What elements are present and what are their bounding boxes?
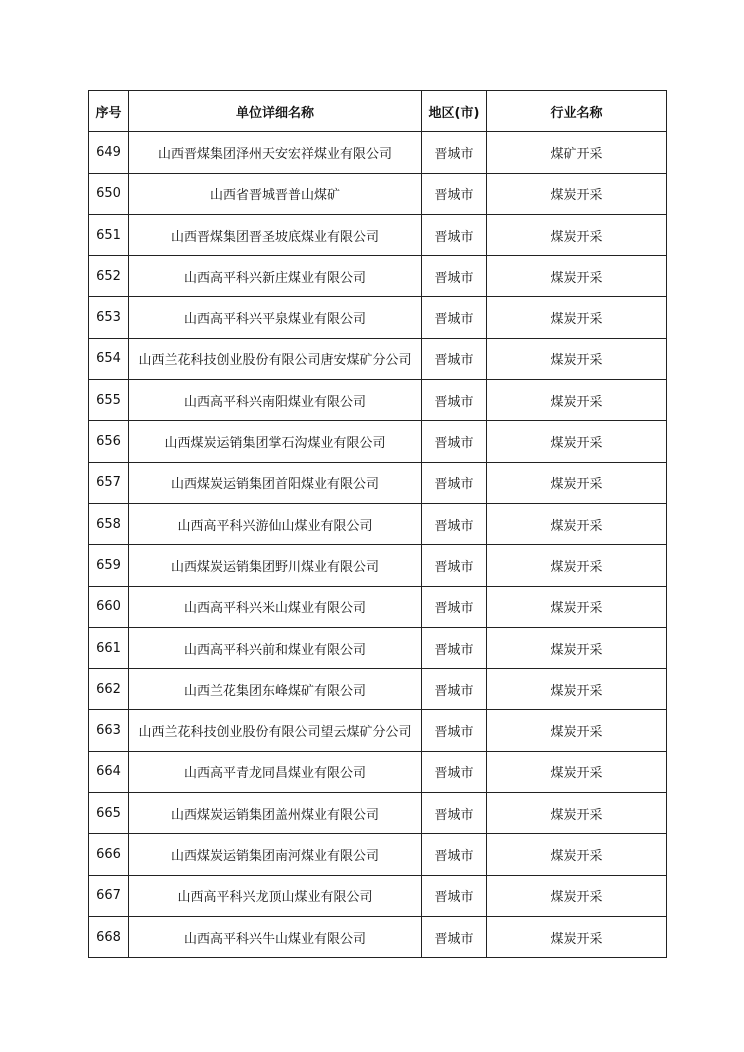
cell-index: 656 — [89, 421, 129, 462]
cell-industry: 煤炭开采 — [487, 916, 667, 957]
table-row — [89, 421, 667, 462]
table-row — [89, 503, 667, 544]
table-row — [89, 380, 667, 421]
cell-industry: 煤炭开采 — [487, 545, 667, 586]
cell-index: 667 — [89, 875, 129, 916]
cell-industry: 煤矿开采 — [487, 132, 667, 173]
cell-index: 657 — [89, 462, 129, 503]
table-row — [89, 173, 667, 214]
table-row — [89, 462, 667, 503]
cell-company-name: 山西煤炭运销集团南河煤业有限公司 — [129, 834, 422, 875]
cell-company-name: 山西高平科兴南阳煤业有限公司 — [129, 380, 422, 421]
cell-region: 晋城市 — [422, 503, 487, 544]
cell-company-name: 山西煤炭运销集团盖州煤业有限公司 — [129, 793, 422, 834]
cell-index: 650 — [89, 173, 129, 214]
table-row — [89, 297, 667, 338]
table-row — [89, 214, 667, 255]
table-row — [89, 875, 667, 916]
cell-company-name: 山西高平科兴龙顶山煤业有限公司 — [129, 875, 422, 916]
table-row — [89, 256, 667, 297]
cell-industry: 煤炭开采 — [487, 297, 667, 338]
cell-industry: 煤炭开采 — [487, 214, 667, 255]
cell-index: 658 — [89, 503, 129, 544]
cell-index: 654 — [89, 338, 129, 379]
cell-region: 晋城市 — [422, 338, 487, 379]
cell-region: 晋城市 — [422, 545, 487, 586]
cell-industry: 煤炭开采 — [487, 503, 667, 544]
header-index: 序号 — [89, 91, 129, 132]
cell-industry: 煤炭开采 — [487, 793, 667, 834]
cell-company-name: 山西高平科兴米山煤业有限公司 — [129, 586, 422, 627]
cell-company-name: 山西高平科兴平泉煤业有限公司 — [129, 297, 422, 338]
cell-industry: 煤炭开采 — [487, 256, 667, 297]
table-row — [89, 751, 667, 792]
cell-index: 664 — [89, 751, 129, 792]
header-industry: 行业名称 — [487, 91, 667, 132]
cell-region: 晋城市 — [422, 214, 487, 255]
cell-region: 晋城市 — [422, 380, 487, 421]
cell-industry: 煤炭开采 — [487, 669, 667, 710]
cell-region: 晋城市 — [422, 793, 487, 834]
cell-index: 659 — [89, 545, 129, 586]
cell-company-name: 山西高平科兴牛山煤业有限公司 — [129, 916, 422, 957]
cell-industry: 煤炭开采 — [487, 751, 667, 792]
cell-industry: 煤炭开采 — [487, 380, 667, 421]
cell-company-name: 山西省晋城晋普山煤矿 — [129, 173, 422, 214]
table-row — [89, 710, 667, 751]
cell-index: 666 — [89, 834, 129, 875]
cell-region: 晋城市 — [422, 627, 487, 668]
table-row — [89, 338, 667, 379]
cell-index: 651 — [89, 214, 129, 255]
cell-industry: 煤炭开采 — [487, 710, 667, 751]
cell-region: 晋城市 — [422, 421, 487, 462]
cell-industry: 煤炭开采 — [487, 834, 667, 875]
table-row — [89, 627, 667, 668]
table-row — [89, 132, 667, 173]
cell-company-name: 山西煤炭运销集团野川煤业有限公司 — [129, 545, 422, 586]
cell-index: 665 — [89, 793, 129, 834]
cell-company-name: 山西兰花科技创业股份有限公司唐安煤矿分公司 — [129, 338, 422, 379]
table-row — [89, 586, 667, 627]
cell-industry: 煤炭开采 — [487, 338, 667, 379]
cell-industry: 煤炭开采 — [487, 173, 667, 214]
header-company-name: 单位详细名称 — [129, 91, 422, 132]
cell-industry: 煤炭开采 — [487, 627, 667, 668]
cell-index: 649 — [89, 132, 129, 173]
cell-index: 661 — [89, 627, 129, 668]
table-row — [89, 834, 667, 875]
cell-region: 晋城市 — [422, 256, 487, 297]
cell-company-name: 山西高平青龙同昌煤业有限公司 — [129, 751, 422, 792]
cell-industry: 煤炭开采 — [487, 462, 667, 503]
cell-company-name: 山西晋煤集团晋圣坡底煤业有限公司 — [129, 214, 422, 255]
cell-region: 晋城市 — [422, 669, 487, 710]
cell-region: 晋城市 — [422, 751, 487, 792]
table-row — [89, 545, 667, 586]
header-region: 地区(市) — [422, 91, 487, 132]
cell-industry: 煤炭开采 — [487, 586, 667, 627]
cell-industry: 煤炭开采 — [487, 421, 667, 462]
cell-region: 晋城市 — [422, 586, 487, 627]
cell-region: 晋城市 — [422, 710, 487, 751]
cell-index: 662 — [89, 669, 129, 710]
cell-region: 晋城市 — [422, 462, 487, 503]
cell-company-name: 山西晋煤集团泽州天安宏祥煤业有限公司 — [129, 132, 422, 173]
cell-region: 晋城市 — [422, 297, 487, 338]
cell-company-name: 山西兰花集团东峰煤矿有限公司 — [129, 669, 422, 710]
cell-industry: 煤炭开采 — [487, 875, 667, 916]
cell-region: 晋城市 — [422, 875, 487, 916]
cell-company-name: 山西高平科兴新庄煤业有限公司 — [129, 256, 422, 297]
cell-region: 晋城市 — [422, 173, 487, 214]
table-row — [89, 669, 667, 710]
cell-region: 晋城市 — [422, 834, 487, 875]
cell-index: 668 — [89, 916, 129, 957]
table-row — [89, 793, 667, 834]
table-row — [89, 916, 667, 957]
cell-index: 653 — [89, 297, 129, 338]
cell-company-name: 山西煤炭运销集团掌石沟煤业有限公司 — [129, 421, 422, 462]
cell-company-name: 山西高平科兴游仙山煤业有限公司 — [129, 503, 422, 544]
company-table — [88, 90, 667, 958]
cell-region: 晋城市 — [422, 916, 487, 957]
cell-index: 655 — [89, 380, 129, 421]
cell-company-name: 山西高平科兴前和煤业有限公司 — [129, 627, 422, 668]
cell-index: 652 — [89, 256, 129, 297]
cell-company-name: 山西兰花科技创业股份有限公司望云煤矿分公司 — [129, 710, 422, 751]
cell-region: 晋城市 — [422, 132, 487, 173]
cell-index: 663 — [89, 710, 129, 751]
cell-company-name: 山西煤炭运销集团首阳煤业有限公司 — [129, 462, 422, 503]
cell-index: 660 — [89, 586, 129, 627]
table-header-row — [89, 91, 667, 132]
